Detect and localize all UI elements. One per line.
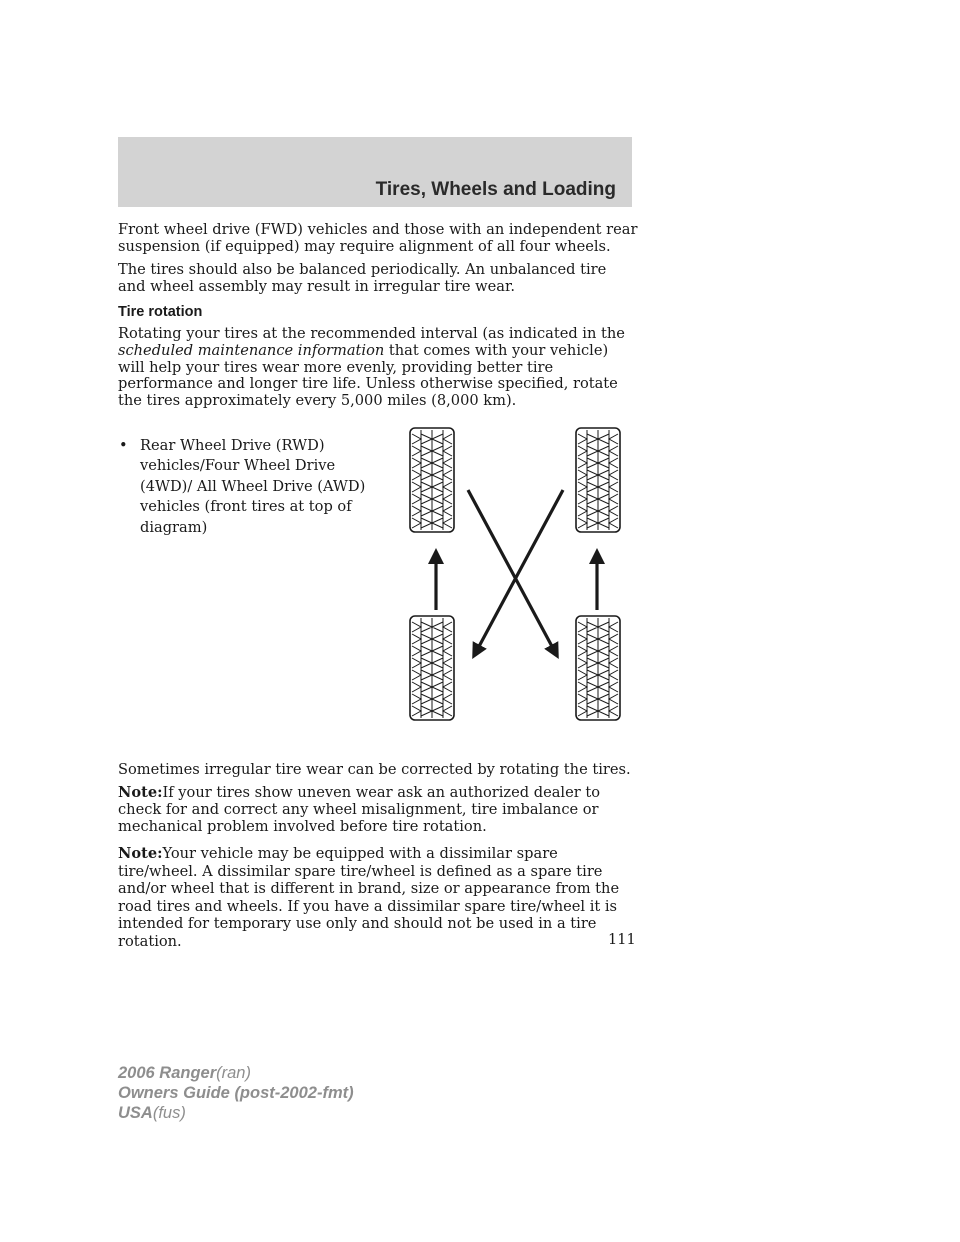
paragraph-fwd-alignment: Front wheel drive (FWD) vehicles and those with an independent rear suspension (if equipped) may require alignment of all four wheels. — [118, 221, 638, 255]
tire-rotation-diagram — [400, 420, 630, 730]
rotation-text-start: Rotating your tires at the recommended interval (as indicated in the — [118, 325, 625, 342]
rotation-text-end: that comes with your vehicle) will help your tires wear more evenly, providing better tire performance and longer tire life. Unless otherwise specified, rotate the tires approximately every 5,000 miles (8,000 km). — [118, 341, 618, 410]
note-uneven-wear — [118, 785, 638, 835]
document-footer — [118, 1063, 354, 1123]
footer-line-market — [118, 1103, 354, 1123]
chapter-title: Tires, Wheels and Loading — [375, 179, 616, 200]
footer-line-model — [118, 1063, 354, 1083]
front-right-tire-icon — [576, 428, 620, 532]
rear-left-tire-icon — [410, 616, 454, 720]
paragraph-irregular-wear: Sometimes irregular tire wear can be corrected by rotating the tires. — [118, 761, 631, 778]
footer-line-guide — [118, 1083, 354, 1103]
front-left-tire-icon — [410, 428, 454, 532]
footer-market-code: (fus) — [152, 1104, 186, 1122]
section-heading-tire-rotation: Tire rotation — [118, 304, 203, 320]
paragraph-rotation-interval — [118, 326, 638, 410]
front-right-to-rear-left-arrow-icon — [476, 490, 563, 652]
rear-right-tire-icon — [576, 616, 620, 720]
footer-market: USA — [118, 1104, 153, 1122]
footer-model: 2006 Ranger — [118, 1064, 217, 1082]
chapter-header — [118, 137, 632, 207]
bullet-dot: • — [119, 437, 128, 454]
rotation-text-italic: scheduled maintenance information — [118, 341, 385, 359]
page-number: 111 — [608, 932, 636, 948]
note-dissimilar-spare — [118, 845, 638, 951]
note-label: Note: — [118, 845, 163, 862]
footer-guide: Owners Guide (post-2002-fmt) — [118, 1084, 354, 1102]
note-text: Your vehicle may be equipped with a dissimilar spare tire/wheel. A dissimilar spare tire/wheel is defined as a spare tire and/or wheel that is different in brand, size or appearance from the road tires and wheels. If you have a dissimilar spare tire/wheel it is intended for temporary use only and should not be used in a tire rotation. — [118, 845, 620, 950]
bullet-text: Rear Wheel Drive (RWD) vehicles/Four Wheel Drive (4WD)/ All Wheel Drive (AWD) vehicles (front tires at top of diagram) — [140, 437, 366, 536]
note-text: If your tires show uneven wear ask an authorized dealer to check for and correct any wheel misalignment, tire imbalance or mechanical problem involved before tire rotation. — [118, 784, 600, 835]
front-left-to-rear-right-arrow-icon — [468, 490, 555, 652]
footer-model-code: (ran) — [216, 1064, 251, 1082]
paragraph-balancing: The tires should also be balanced periodically. An unbalanced tire and wheel assembly may result in irregular tire wear. — [118, 261, 607, 295]
note-label: Note: — [118, 784, 163, 801]
